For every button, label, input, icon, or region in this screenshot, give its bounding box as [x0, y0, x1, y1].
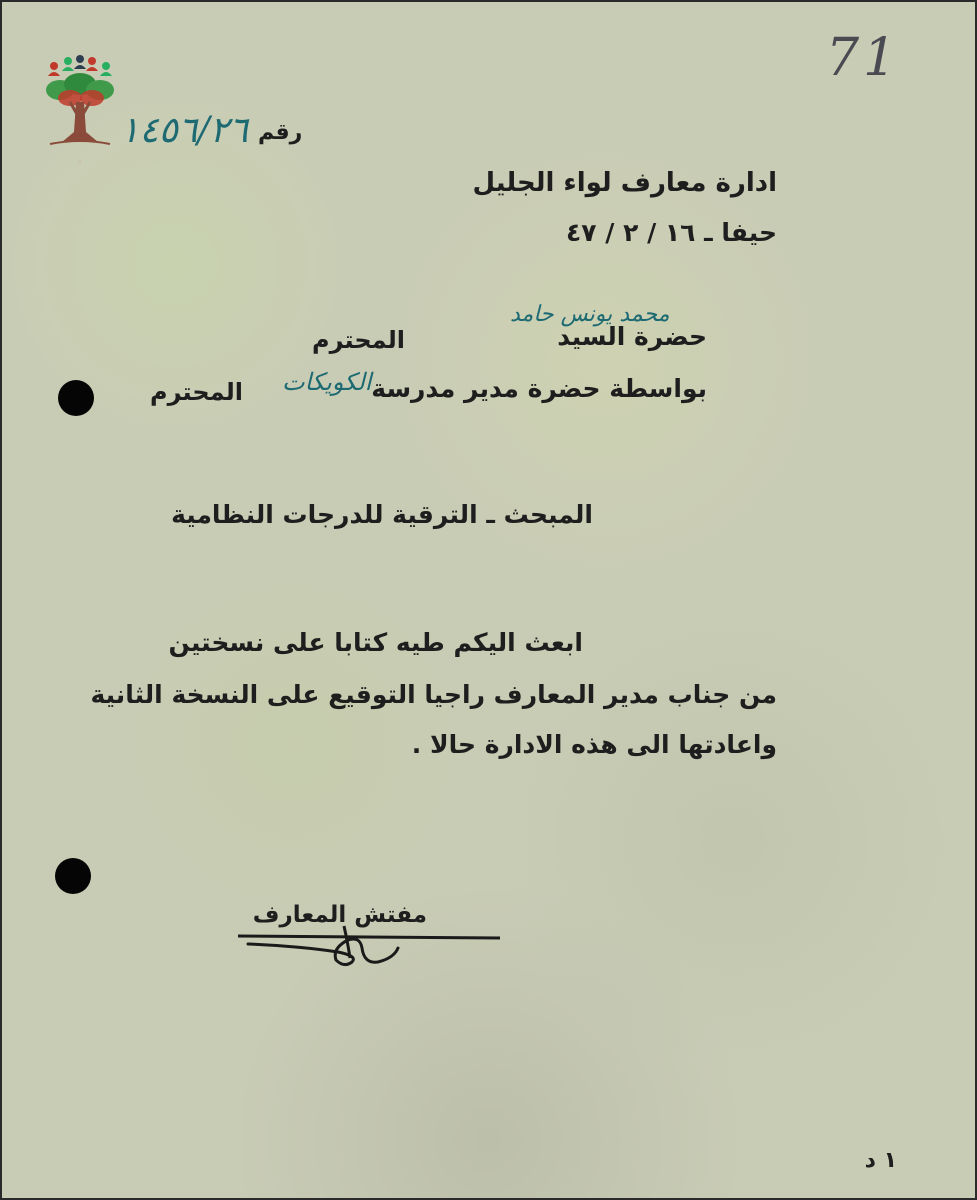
place-date: حيفا ـ ١٦ / ٢ / ٤٧ — [566, 218, 777, 247]
school-name-handwritten: الكويكات — [282, 368, 372, 396]
body-line-3: واعادتها الى هذه الادارة حالا . — [411, 730, 777, 759]
logo-figures — [48, 55, 112, 76]
punch-hole-top — [58, 380, 94, 416]
punch-hole-bottom — [55, 858, 91, 894]
archive-logo — [40, 54, 120, 174]
addressee-line-1-suffix: المحترم — [312, 326, 405, 354]
body-line-1: ابعث اليكم طيه كتابا على نسختين — [168, 628, 583, 657]
logo-trunk — [62, 102, 98, 142]
department-heading: ادارة معارف لواء الجليل — [472, 168, 777, 198]
reference-number-handwritten: ١٤٥٦/٢٦ — [120, 110, 249, 151]
footer-code: ١ د — [864, 1148, 897, 1173]
handwritten-page-number: 71 — [826, 28, 901, 88]
addressee-line-2-prefix: بواسطة حضرة مدير مدرسة — [371, 374, 707, 403]
addressee-name-handwritten: محمد يونس حامد — [510, 302, 670, 327]
addressee-line-2-suffix: المحترم — [150, 378, 243, 406]
signature-title: مفتش المعارف — [252, 902, 427, 928]
addressee-line-1-prefix: حضرة السيد — [557, 322, 707, 351]
logo-canopy — [46, 73, 114, 106]
body-line-2: من جناب مدير المعارف راجيا التوقيع على النسخة الثانية — [90, 680, 777, 709]
reference-label: رقم — [258, 120, 303, 145]
handwritten-signature — [228, 918, 508, 978]
subject-line: المبحث ـ الترقية للدرجات النظامية — [171, 500, 593, 529]
svg-text:·: · — [78, 155, 82, 169]
